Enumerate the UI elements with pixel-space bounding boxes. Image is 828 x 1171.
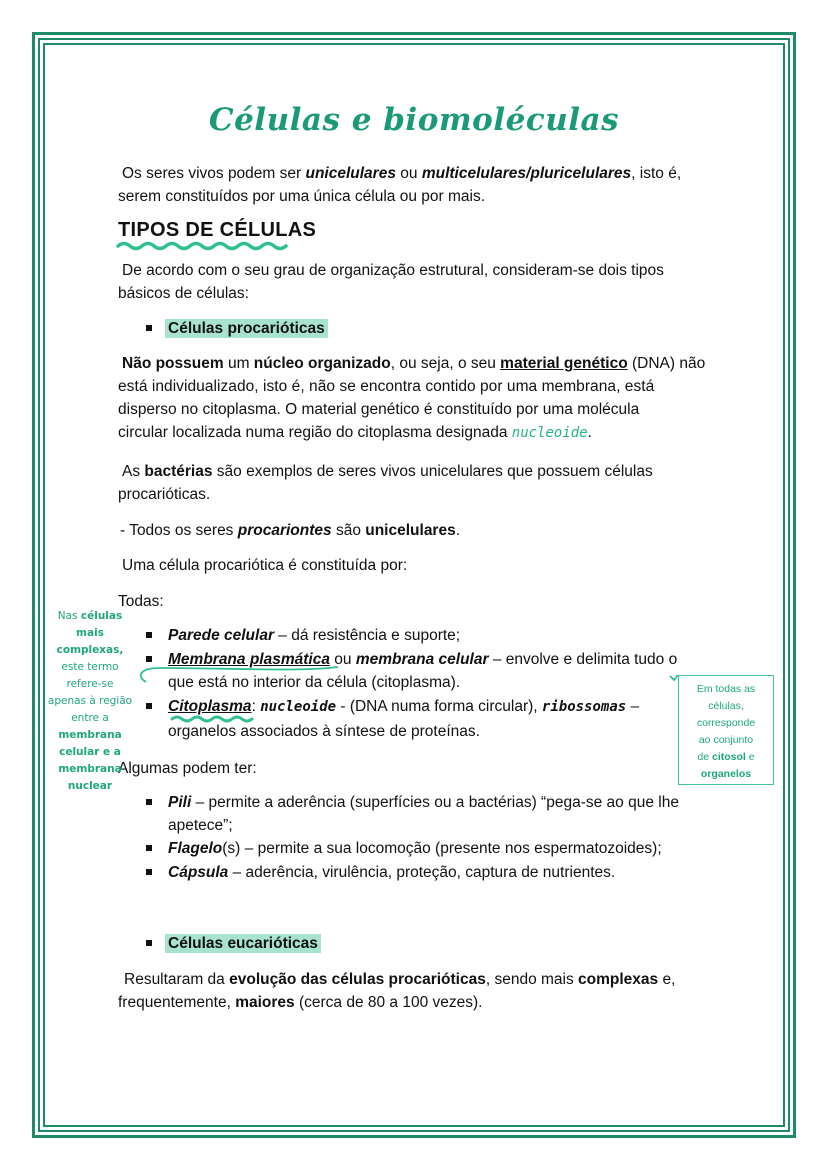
constituida-line: Uma célula procariótica é constituída por:	[122, 557, 408, 574]
text: são exemplos de seres vivos unicelulares que possuem células	[212, 463, 653, 480]
text: e,	[658, 971, 676, 988]
note-text: este termo	[61, 661, 119, 673]
term-multicelulares: multicelulares/pluricelulares	[421, 165, 632, 182]
note-text: ao conjunto	[698, 734, 754, 746]
note-text: Em todas as	[696, 683, 756, 695]
note-text: células	[80, 610, 123, 622]
text: – envolve e delimita tudo o	[488, 651, 678, 668]
intro-line-2: serem constituídos por uma única célula ou por mais.	[118, 188, 486, 205]
note-text: entre a	[71, 712, 109, 724]
algumas-label: Algumas podem ter:	[118, 760, 257, 777]
bold-text: Cápsula	[168, 864, 229, 881]
text: (cerca de 80 a 100 vezes).	[294, 994, 483, 1011]
types-intro-line-1: De acordo com o seu grau de organização estrutural, consideram-se dois tipos	[122, 262, 664, 279]
bold-text: Membrana plasmática	[168, 651, 330, 668]
item-citoplasma-line-2: organelos associados à síntese de proteínas.	[168, 723, 480, 740]
text: - Todos os seres	[120, 522, 238, 539]
bold-text: Pili	[168, 794, 192, 811]
text: – dá resistência e suporte;	[273, 627, 461, 644]
text: - (DNA numa forma circular),	[336, 698, 542, 715]
term-unicelulares: unicelulares	[305, 165, 396, 182]
bold-text: unicelulares	[365, 522, 456, 539]
text: – aderência, virulência, proteção, captura de nutrientes.	[228, 864, 616, 881]
note-text: celular e a	[59, 746, 121, 758]
page-title: Células e biomoléculas	[208, 102, 620, 138]
text: (s) – permite a sua locomoção (presente nos espermatozoides);	[222, 840, 662, 857]
text: , sendo mais	[485, 971, 579, 988]
bold-text: material genético	[500, 355, 628, 372]
note-text: células,	[708, 700, 744, 712]
text: , ou seja, o seu	[390, 355, 501, 372]
item-membrana-line-2: que está no interior da célula (citoplasma).	[168, 674, 461, 691]
bold-text: núcleo organizado	[253, 355, 391, 372]
text: As	[122, 463, 145, 480]
note-text: Nas	[57, 610, 81, 622]
bold-text: Não possuem	[122, 355, 224, 372]
text: um	[223, 355, 254, 372]
bold-text: procariontes	[237, 522, 332, 539]
text: ou	[329, 651, 356, 668]
bold-text: Flagelo	[168, 840, 223, 857]
note-text: e	[745, 751, 755, 763]
note-text: organelos	[700, 768, 752, 780]
handwritten-ribossomas: ribossomas	[541, 699, 627, 715]
todas-label: Todas:	[118, 593, 164, 610]
handwritten-nucleoide: nucleoide	[260, 699, 337, 715]
eucariotas-highlight: Células eucarióticas	[165, 934, 321, 953]
intro-text: Os seres vivos podem ser	[122, 165, 306, 182]
text: –	[626, 698, 640, 715]
note-text: apenas à região	[47, 695, 133, 707]
note-text: membrana	[58, 763, 122, 775]
heading-squiggle-underline	[118, 244, 286, 249]
note-text: refere-se	[66, 678, 114, 690]
note-text: membrana	[58, 729, 122, 741]
text: circular localizada numa região do citoplasma designada	[118, 424, 512, 441]
intro-text: , isto é,	[631, 165, 682, 182]
types-intro-line-2: básicos de células:	[118, 285, 249, 302]
text: .	[455, 522, 461, 539]
note-text: nuclear	[67, 780, 113, 792]
bold-text: Parede celular	[168, 627, 274, 644]
section-heading: TIPOS DE CÉLULAS	[118, 219, 317, 241]
note-text: citosol	[712, 751, 746, 763]
text: .	[587, 424, 592, 441]
item-pili-line-2: apetece”;	[168, 817, 233, 834]
note-text: de	[697, 751, 712, 763]
text: Resultaram da	[124, 971, 230, 988]
bold-text: membrana celular	[355, 651, 489, 668]
text: – permite a aderência (superfícies ou a bactérias) “pega-se ao que lhe	[191, 794, 679, 811]
text: :	[251, 698, 261, 715]
left-note-arrow	[141, 667, 338, 682]
bold-text: Citoplasma	[168, 698, 252, 715]
text: (DNA) não	[627, 355, 706, 372]
procariotas-line-3: disperso no citoplasma. O material genético é constituído por uma molécula	[118, 401, 640, 418]
bold-text: maiores	[235, 994, 295, 1011]
procariotas-highlight: Células procarióticas	[165, 319, 328, 338]
bold-text: evolução das células procarióticas	[229, 971, 486, 988]
bacterias-line-2: procarióticas.	[118, 486, 211, 503]
right-note-arrow	[670, 675, 678, 680]
handwritten-nucleoide: nucleoide	[511, 425, 588, 441]
text: são	[331, 522, 366, 539]
note-text: mais complexas,	[56, 627, 124, 656]
note-text: corresponde	[696, 717, 756, 729]
bold-text: bactérias	[144, 463, 213, 480]
citoplasma-squiggle-underline	[172, 717, 252, 721]
intro-text: ou	[395, 165, 422, 182]
procariotas-line-2: está individualizado, isto é, não se encontra contido por uma membrana, está	[118, 378, 655, 395]
text: frequentemente,	[118, 994, 236, 1011]
bold-text: complexas	[578, 971, 659, 988]
